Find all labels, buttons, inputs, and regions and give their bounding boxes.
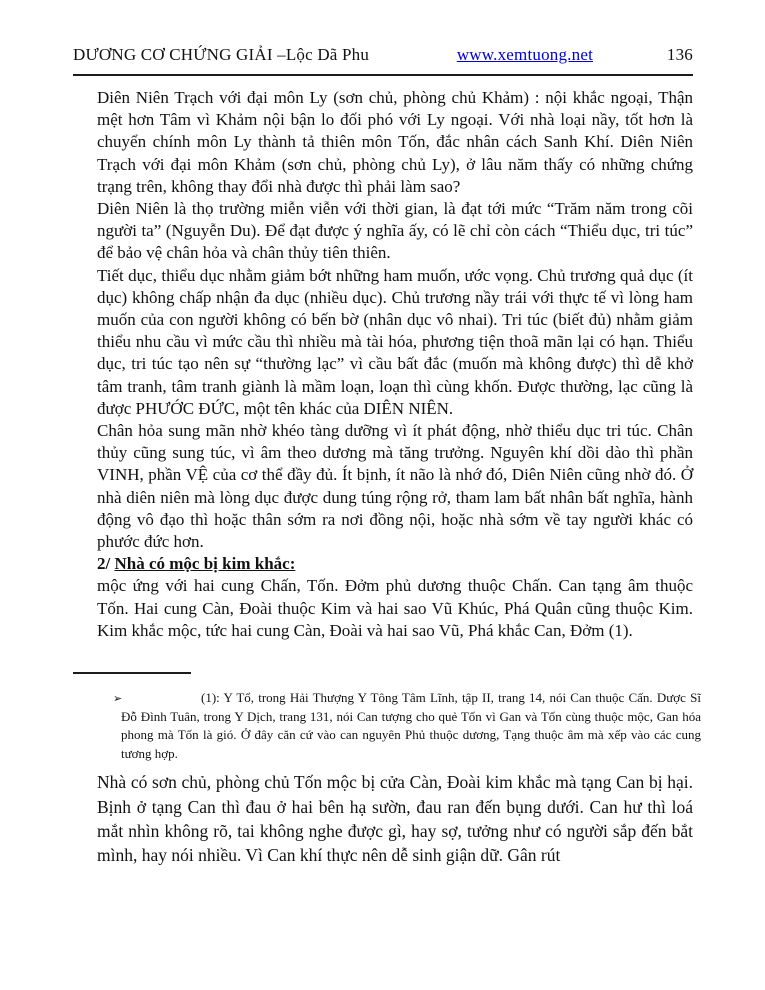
section-number: 2/	[97, 554, 115, 574]
footnote	[113, 689, 701, 763]
page-number: 136	[666, 45, 693, 64]
body-text-after-footnote	[97, 770, 693, 867]
body-text	[97, 87, 693, 642]
paragraph-tiet-duc: Tiết dục, thiểu dục nhằm giảm bớt những ham muốn, ước vọng. Chủ trương quả dục (ít dục) không chấp nhận đa dục (nhiều dục). Chủ trương nầy trái với thực tế vì lòng ham muốn của con người không có bến bờ (nhân dục vô nhai). Tri túc (biết đủ) nhằm giảm thiểu nhu cầu vì mức cầu thì nhiều mà tài hóa, phương tiện thoã mãn lại có hạn. Thiểu dục, tri túc tạo nên sự “thường lạc” vì cầu bất đắc (muốn mà không được) thì dễ khở tâm tranh, tâm tranh giành là mầm loạn, loạn thì cùng khốn. Được thường, lạc cũng là được PHƯỚC ĐỨC, một tên khác của DIÊN NIÊN.	[97, 265, 693, 418]
website-link[interactable]: www.xemtuong.net	[456, 45, 593, 64]
section-heading	[97, 553, 693, 575]
paragraph-dien-nien-trach: Diên Niên Trạch với đại môn Ly (sơn chủ, phòng chủ Khảm) : nội khắc ngoại, Thận mệt hơn Tâm vì Khảm nội bận lo đối phó với Ly ngoại. Với nhà loại nầy, tốt hơn là chuyển chính môn Ly thành tả thiên môn Tốn, đắc nhân cách Sanh Khí. Diên Niên Trạch với đại môn Khảm (sơn chủ, phòng chủ Ly), ở lâu năm thấy có những chứng trạng trên, không thay đổi nhà được thì phải làm sao?	[97, 88, 693, 196]
arrow-bullet-icon: ➢	[113, 692, 123, 706]
paragraph-moc-ung: mộc ứng với hai cung Chấn, Tốn. Đởm phủ dương thuộc Chấn. Can tạng âm thuộc Tốn. Hai cung Càn, Đoài thuộc Kim và hai sao Vũ Khúc, Phá Quân cũng thuộc Kim. Kim khắc mộc, tức hai cung Càn, Đoài và hai sao Vũ, Phá khắc Can, Đởm (1).	[97, 576, 693, 640]
section-title: Nhà có mộc bị kim khắc:	[114, 554, 296, 574]
paragraph-nha-co-son-chu: Nhà có sơn chủ, phòng chủ Tốn mộc bị cửa Càn, Đoài kim khắc mà tạng Can bị hại. Bịnh ở tạng Can thì đau ở hai bên hạ sườn, đau ran đến bụng dưới. Can hư thì loá mắt nhìn không rõ, tai không nghe được gì, hay sợ, tưởng như có người sắp đến bắt mình, hay nói nhiều. Vì Can khí thực nên dễ sinh giận dữ. Gân rút	[97, 772, 693, 866]
page-header	[73, 0, 693, 76]
book-title: DƯƠNG CƠ CHỨNG GIẢI –Lộc Dã Phu	[73, 45, 370, 64]
paragraph-dien-nien-tho-truong: Diên Niên là thọ trường miễn viễn với thời gian, là đạt tới mức “Trăm năm trong cõi người ta” (Nguyễn Du). Để đạt được ý nghĩa ấy, có lẽ chỉ còn cách “Thiểu dục, tri túc” để bảo vệ chân hỏa và chân thủy tiên thiên.	[97, 199, 693, 263]
paragraph-chan-hoa: Chân hỏa sung mãn nhờ khéo tàng dưỡng vì ít phát động, nhờ thiểu dục tri túc. Chân thủy cũng sung túc, vì âm theo dương mà tăng trưởng. Nguyên khí dồi dào thì phần VINH, phần VỆ của cơ thể đầy đủ. Ít bịnh, ít não là nhớ đó, Diên Niên cũng nhờ đó. Ở nhà diên niên mà lòng dục được dung túng rộng rở, tham lam bất nhân bất nghĩa, hành động vô đạo thì hoặc thân sớm ra nơi đồng nội, hoặc nhà sớm về tay người khác có phước đức hơn.	[97, 421, 693, 552]
footnote-separator	[73, 672, 191, 674]
footnote-text: (1): Y Tổ, trong Hải Thượng Y Tông Tâm Lĩnh, tập II, trang 14, nói Can thuộc Cấn. Dược Sĩ Đỗ Đình Tuân, trong Y Dịch, trang 131, nói Can tượng cho quẻ Tốn vì Gan và Tốn cùng thuộc mộc, Gan hóa phong mà Tốn là gió. Ở đây căn cứ vào can nguyên Phủ thuộc dương, Tạng thuộc âm mà xếp vào các cung tương hợp.	[121, 690, 701, 761]
